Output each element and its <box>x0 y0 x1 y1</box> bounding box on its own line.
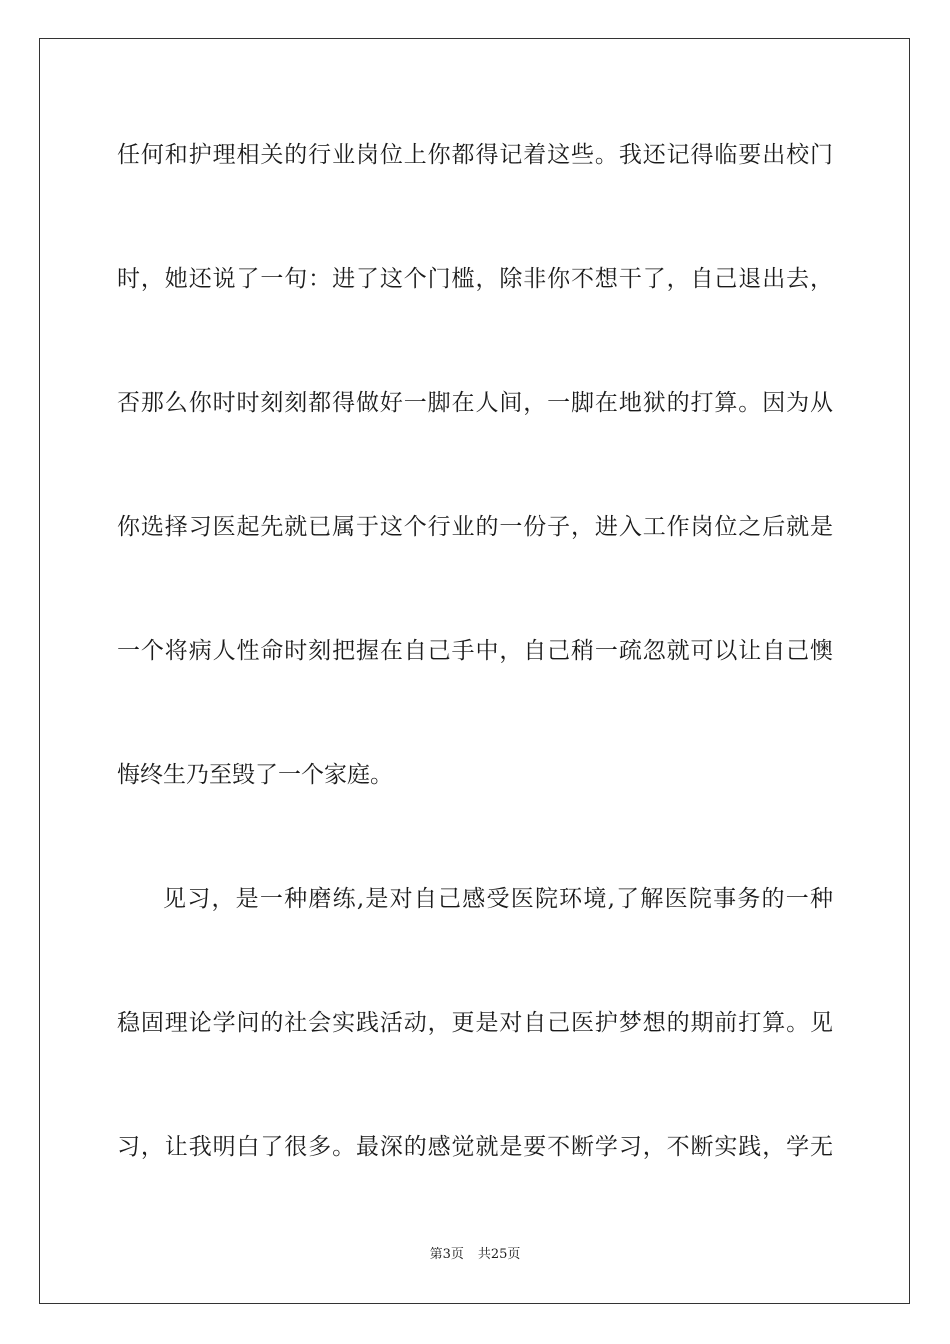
text-line: 悔终生乃至毁了一个家庭。 <box>117 762 393 788</box>
page-number: 第3页 <box>429 1247 464 1262</box>
total-pages: 共25页 <box>477 1247 521 1262</box>
text-line: 稳固理论学问的社会实践活动，更是对自己医护梦想的期前打算。见 <box>117 1010 833 1036</box>
text-line: 任何和护理相关的行业岗位上你都得记着这些。我还记得临要出校门 <box>117 142 833 168</box>
page-footer <box>0 1246 950 1264</box>
page-border <box>39 38 910 1304</box>
text-line: 一个将病人性命时刻把握在自己手中，自己稍一疏忽就可以让自己懊 <box>117 638 833 664</box>
text-line: 见习，是一种磨练,是对自己感受医院环境,了解医院事务的一种 <box>163 886 833 912</box>
text-line: 时，她还说了一句：进了这个门槛，除非你不想干了，自己退出去， <box>117 266 833 292</box>
text-line: 习，让我明白了很多。最深的感觉就是要不断学习，不断实践，学无 <box>117 1134 833 1160</box>
text-line: 否那么你时时刻刻都得做好一脚在人间，一脚在地狱的打算。因为从 <box>117 390 833 416</box>
text-line: 你选择习医起先就已属于这个行业的一份子，进入工作岗位之后就是 <box>117 514 833 540</box>
